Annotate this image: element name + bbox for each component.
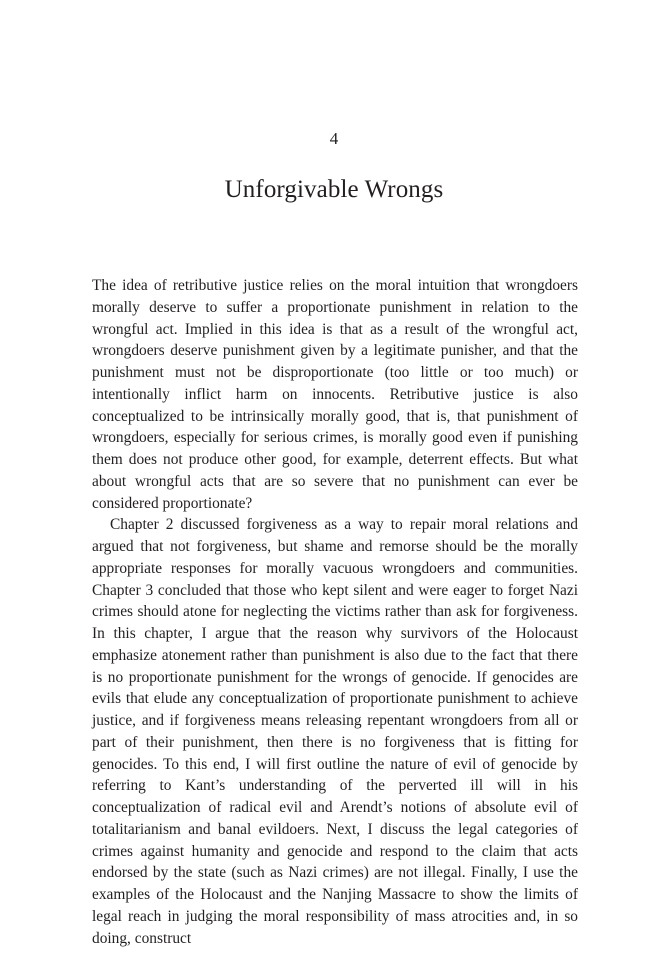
chapter-title: Unforgivable Wrongs [224, 176, 444, 203]
paragraph-1: The idea of retributive justice relies on the moral intuition that wrongdoers morally deserve to suffer a proportionate punishment in relation to the wrongful act. Implied in this idea is that as a result of the wrongful act, wrongdoers deserve punishment given by a legitimate punisher, and that the punishment must not be disproportionate (too little or too much) or intentionally inflict harm on innocents. Retributive justice is also conceptualized to be intrinsically morally good, that is, that punishment of wrongdoers, especially for serious crimes, is morally good even if punishing them does not produce other good, for example, deterrent effects. But what about wrongful acts that are so severe that no punishment can ever be considered proportionate? [92, 277, 578, 512]
paragraph-2: Chapter 2 discussed forgiveness as a way to repair moral relations and argued that not forgiveness, but shame and remorse should be the morally appropriate responses for morally vacuous wrongdoers and communities. Chapter 3 concluded that those who kept silent and were eager to forget Nazi crimes should atone for neglecting the victims rather than ask for forgiveness. In this chapter, I argue that the reason why survivors of the Holocaust emphasize atonement rather than punishment is also due to the fact that there is no proportionate punishment for the wrongs of genocide. If genocides are evils that elude any conceptualization of proportionate punishment to achieve justice, and if forgiveness means releasing repentant wrongdoers from all or part of their punishment, then there is no forgiveness that is fitting for genocides. To this end, I will first outline the nature of evil of genocide by referring to Kant’s understanding of the perverted ill will in his conceptualization of radical evil and Arendt’s notions of absolute evil of totalitarianism and banal evildoers. Next, I discuss the legal categories of crimes against humanity and genocide and respond to the claim that acts endorsed by the state (such as Nazi crimes) are not illegal. Finally, I use the examples of the Holocaust and the Nanjing Massacre to show the limits of legal reach in judging the moral responsibility of mass atrocities and, in so doing, construct [92, 516, 578, 947]
chapter-number: 4 [329, 129, 339, 148]
chapter-body [92, 275, 578, 949]
